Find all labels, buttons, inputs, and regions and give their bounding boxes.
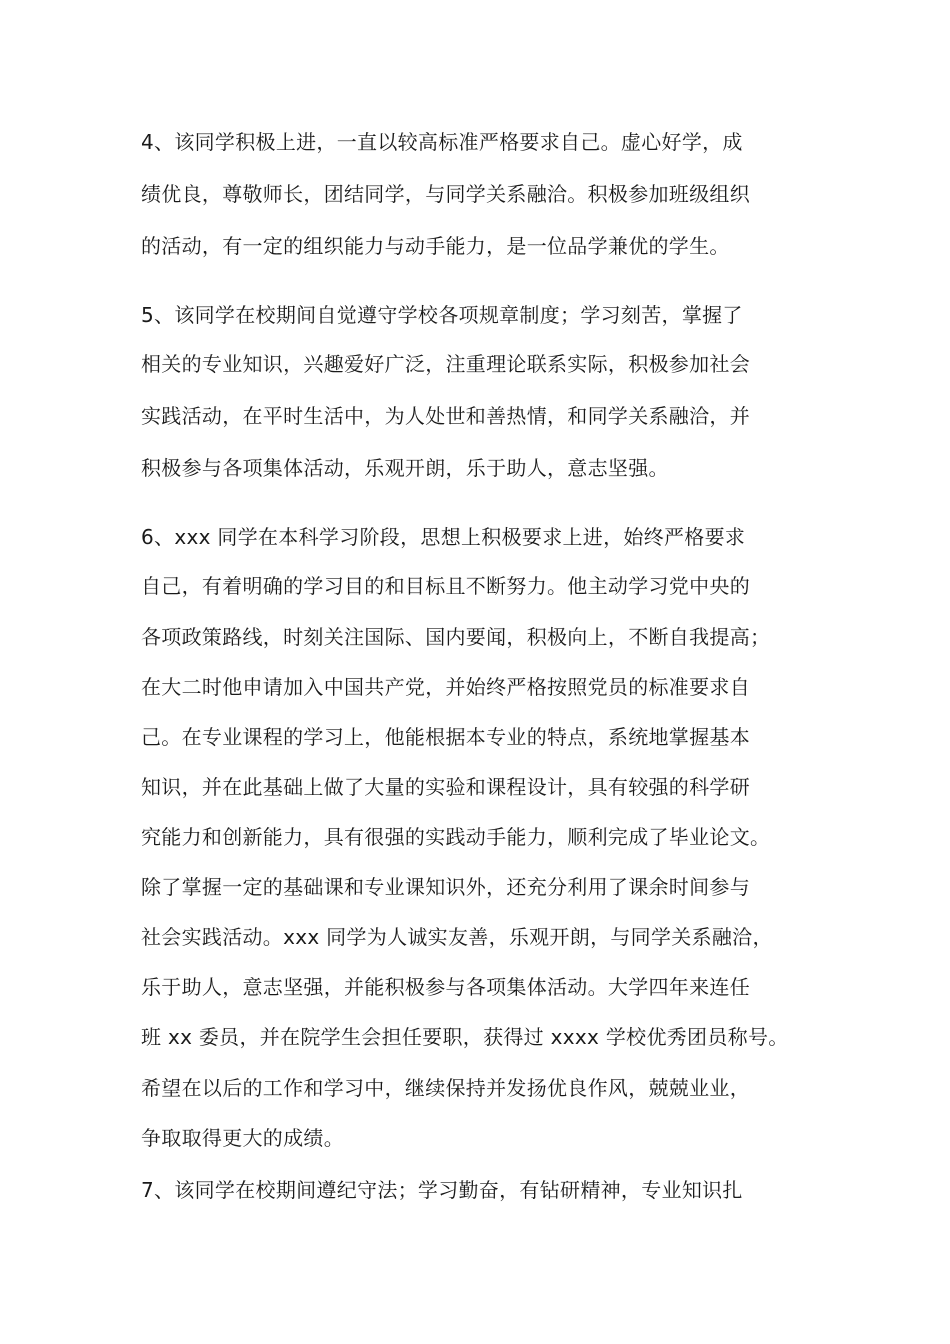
paragraph-5-line-1: 5、该同学在校期间自觉遵守学校各项规章制度；学习刻苦，掌握了 [141, 303, 743, 327]
paragraph-6-line-11: 班 xx 委员，并在院学生会担任要职，获得过 xxxx 学校优秀团员称号。 [141, 1025, 789, 1049]
paragraph-6-line-1: 6、xxx 同学在本科学习阶段，思想上积极要求上进，始终严格要求 [141, 525, 746, 549]
paragraph-6-line-7: 究能力和创新能力，具有很强的实践动手能力，顺利完成了毕业论文。 [141, 825, 771, 849]
paragraph-7-line-1: 7、该同学在校期间遵纪守法；学习勤奋，有钻研精神，专业知识扎 [141, 1178, 743, 1202]
paragraph-6-line-8: 除了掌握一定的基础课和专业课知识外，还充分利用了课余时间参与 [141, 875, 750, 899]
paragraph-4-line-2: 绩优良，尊敬师长，团结同学，与同学关系融洽。积极参加班级组织 [141, 182, 750, 206]
paragraph-5-line-2: 相关的专业知识，兴趣爱好广泛，注重理论联系实际，积极参加社会 [141, 352, 750, 376]
paragraph-6-line-13: 争取取得更大的成绩。 [141, 1126, 344, 1150]
paragraph-6-line-2: 自己，有着明确的学习目的和目标且不断努力。他主动学习党中央的 [141, 574, 750, 598]
paragraph-6-line-6: 知识，并在此基础上做了大量的实验和课程设计，具有较强的科学研 [141, 775, 750, 799]
paragraph-6-line-3: 各项政策路线，时刻关注国际、国内要闻，积极向上，不断自我提高； [141, 625, 771, 649]
paragraph-6-line-9: 社会实践活动。xxx 同学为人诚实友善，乐观开朗，与同学关系融洽， [141, 925, 773, 949]
paragraph-6-line-4: 在大二时他申请加入中国共产党，并始终严格按照党员的标准要求自 [141, 675, 750, 699]
paragraph-4-line-1: 4、该同学积极上进，一直以较高标准严格要求自己。虚心好学，成 [141, 130, 743, 154]
paragraph-6-line-10: 乐于助人，意志坚强，并能积极参与各项集体活动。大学四年来连任 [141, 975, 750, 999]
paragraph-5-line-3: 实践活动，在平时生活中，为人处世和善热情，和同学关系融洽，并 [141, 404, 750, 428]
paragraph-5-line-4: 积极参与各项集体活动，乐观开朗，乐于助人，意志坚强。 [141, 456, 669, 480]
paragraph-6-line-12: 希望在以后的工作和学习中，继续保持并发扬优良作风，兢兢业业， [141, 1076, 750, 1100]
paragraph-6-line-5: 己。在专业课程的学习上，他能根据本专业的特点，系统地掌握基本 [141, 725, 750, 749]
paragraph-4-line-3: 的活动，有一定的组织能力与动手能力，是一位品学兼优的学生。 [141, 234, 730, 258]
